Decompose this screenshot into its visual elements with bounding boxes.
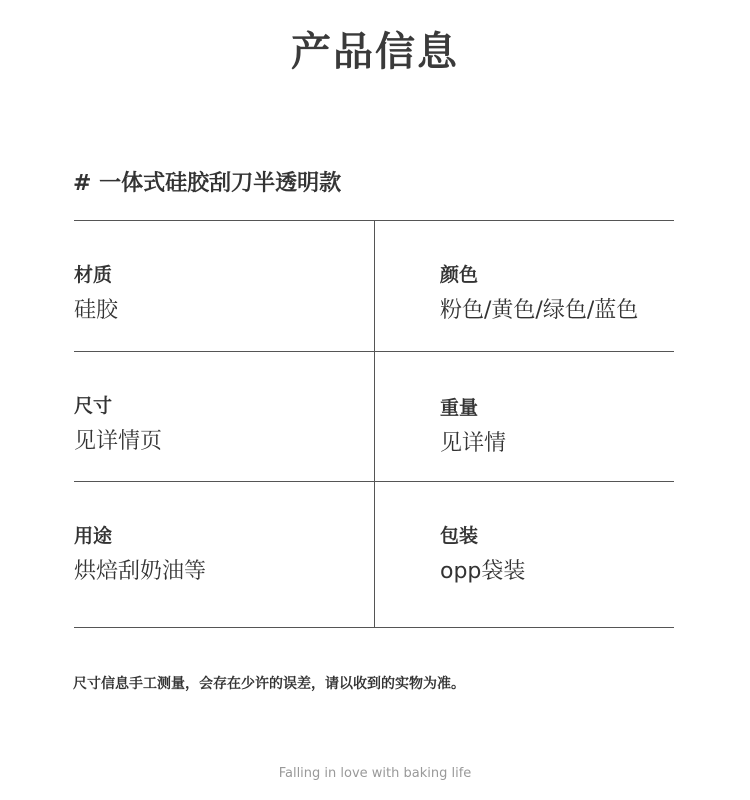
spec-value: 烘焙刮奶油等 bbox=[74, 559, 207, 584]
spec-label: 用途 bbox=[74, 525, 113, 547]
spec-label: 重量 bbox=[440, 397, 479, 419]
spec-value: 硅胶 bbox=[74, 298, 119, 323]
spec-cell-size bbox=[74, 393, 162, 457]
spec-value: 见详情页 bbox=[74, 429, 163, 454]
spec-label: 颜色 bbox=[440, 264, 479, 286]
spec-cell-weight bbox=[440, 395, 506, 459]
spec-cell-usage bbox=[74, 523, 206, 587]
spec-table bbox=[74, 220, 674, 628]
product-subtitle: # 一体式硅胶刮刀半透明款 bbox=[73, 171, 342, 196]
spec-label: 包装 bbox=[440, 525, 479, 547]
spec-cell-packaging bbox=[440, 523, 525, 587]
spec-cell-color bbox=[440, 262, 638, 326]
footer-slogan: Falling in love with baking life bbox=[278, 766, 472, 781]
spec-value: 粉色/黄色/绿色/蓝色 bbox=[440, 298, 639, 323]
page-title: 产品信息 bbox=[291, 29, 459, 75]
spec-cell-material bbox=[74, 262, 118, 326]
table-divider-vertical bbox=[374, 220, 375, 628]
spec-label: 材质 bbox=[74, 264, 113, 286]
spec-value: 见详情 bbox=[440, 431, 507, 456]
measurement-note: 尺寸信息手工测量，会存在少许的误差，请以收到的实物为准。 bbox=[73, 676, 465, 692]
spec-label: 尺寸 bbox=[74, 395, 113, 417]
spec-value: opp袋装 bbox=[440, 559, 526, 584]
